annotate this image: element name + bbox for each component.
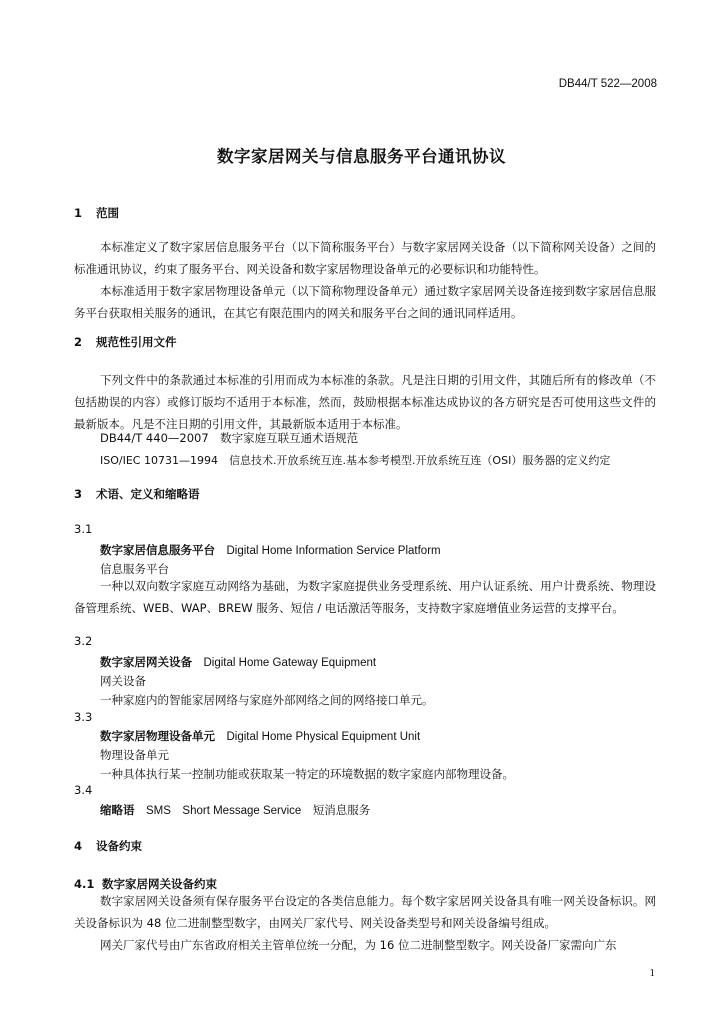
- section-4-1-paragraph-1: 数字家居网关设备须有保存服务平台设定的各类信息能力。每个数字家居网关设备具有唯一网关设备标识。网关设备标识为 48 位二进制整型数字，由网关厂家代号、网关设备类型号和网关设备编号组成。: [74, 894, 656, 930]
- section-3-heading: [74, 486, 200, 502]
- abbreviation-expansion: Short Message Service: [182, 805, 302, 817]
- term-number: 3.4: [74, 783, 93, 797]
- term-number: 3.2: [74, 634, 93, 648]
- section-4-heading: [74, 838, 142, 854]
- term-3-2-name: [100, 654, 376, 670]
- section-1-paragraph-1: 本标准定义了数字家居信息服务平台（以下简称服务平台）与数字家居网关设备（以下简称网关设备）之间的标准通讯协议，约束了服务平台、网关设备和数字家居物理设备单元的必要标识和功能特性。: [74, 240, 656, 276]
- term-en: Digital Home Information Service Platform: [226, 545, 441, 557]
- section-1-heading: [74, 205, 119, 221]
- term-alias: 物理设备单元: [100, 748, 169, 762]
- term-3-2-definition: 一种家庭内的智能家居网络与家庭外部网络之间的网络接口单元。: [100, 693, 434, 707]
- term-alias: 网关设备: [100, 674, 146, 688]
- section-2-paragraph-1: 下列文件中的条款通过本标准的引用而成为本标准的条款。凡是注日期的引用文件，其随后所有的修改单（不包括勘误的内容）或修订版均不适用于本标准，然而，鼓励根据本标准达成协议的各方研究是否可使用这些文件的最新版本。凡是不注日期的引用文件，其最新版本适用于本标准。: [74, 373, 656, 431]
- term-zh: 数字家居信息服务平台: [100, 543, 215, 557]
- section-title: 规范性引用文件: [96, 335, 177, 349]
- term-number: 3.1: [74, 522, 93, 536]
- section-title: 范围: [96, 206, 119, 220]
- document-title: 数字家居网关与信息服务平台通讯协议: [217, 147, 506, 166]
- section-number: 2: [74, 335, 83, 349]
- term-3-1-name: [100, 542, 441, 558]
- term-en: Digital Home Gateway Equipment: [203, 657, 377, 669]
- section-2-heading: [74, 334, 177, 350]
- section-number: 4: [74, 839, 83, 853]
- section-4-1-paragraph-2: 网关厂家代号由广东省政府相关主管单位统一分配，为 16 位二进制整型数字。网关设备厂家需向广东: [100, 938, 617, 952]
- term-zh: 数字家居物理设备单元: [100, 729, 215, 743]
- abbreviation-entry: [100, 802, 370, 818]
- page-number: 1: [649, 967, 655, 979]
- normative-reference-1: DB44/T 440—2007 数字家庭互联互通术语规范: [100, 431, 359, 445]
- section-title: 术语、定义和缩略语: [96, 487, 200, 501]
- term-3-3-definition: 一种具体执行某一控制功能或获取某一特定的环境数据的数字家庭内部物理设备。: [100, 767, 514, 781]
- abbreviation: SMS: [146, 805, 171, 817]
- term-zh: 数字家居网关设备: [100, 655, 192, 669]
- term-alias: 信息服务平台: [100, 562, 169, 576]
- section-number: 4.1: [74, 877, 95, 891]
- term-3-1-definition: 一种以双向数字家庭互动网络为基础，为数字家庭提供业务受理系统、用户认证系统、用户计费系统、物理设备管理系统、WEB、WAP、BREW 服务、短信 / 电话激活等服务，支持数字家庭增值业务运营的支撑平台。: [74, 579, 656, 615]
- section-title: 数字家居网关设备约束: [102, 877, 217, 891]
- section-number: 3: [74, 487, 83, 501]
- section-1-paragraph-2: 本标准适用于数字家居物理设备单元（以下简称物理设备单元）通过数字家居网关设备连接到数字家居信息服务平台获取相关服务的通讯，在其它有限范围内的网关和服务平台之间的通讯同样适用。: [74, 284, 656, 320]
- abbreviation-label: 缩略语: [100, 803, 135, 817]
- normative-reference-2: ISO/IEC 10731—1994 信息技术.开放系统互连.基本参考模型.开放系统互连（OSI）服务器的定义约定: [100, 454, 611, 467]
- section-number: 1: [74, 206, 83, 220]
- standard-code: DB44/T 522—2008: [558, 78, 657, 90]
- abbreviation-zh: 短消息服务: [312, 803, 371, 817]
- term-number: 3.3: [74, 710, 93, 724]
- section-title: 设备约束: [96, 839, 142, 853]
- term-en: Digital Home Physical Equipment Unit: [226, 731, 421, 743]
- term-3-3-name: [100, 728, 420, 744]
